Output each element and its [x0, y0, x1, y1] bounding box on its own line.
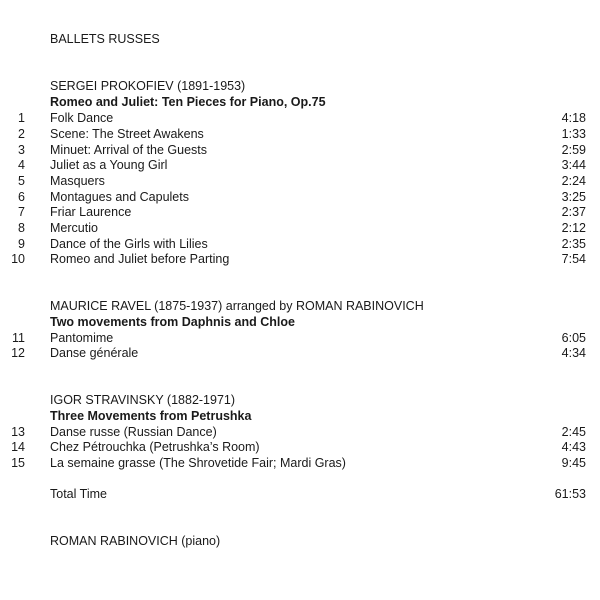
- track-title: Minuet: Arrival of the Guests: [50, 143, 208, 157]
- track-duration: 3:25: [561, 190, 586, 204]
- track-number: 4: [18, 158, 25, 172]
- track-title: Folk Dance: [50, 111, 114, 125]
- track-number: 14: [11, 440, 25, 454]
- track-duration: 1:33: [561, 127, 586, 141]
- work-heading: [0, 408, 600, 424]
- track-duration: 4:34: [561, 346, 586, 360]
- total-time-row: [0, 486, 600, 502]
- track-row: [0, 455, 600, 471]
- track-number: 6: [18, 190, 25, 204]
- composer-heading: [0, 392, 600, 408]
- work-heading: [0, 314, 600, 330]
- track-row: [0, 204, 600, 220]
- total-time-value: 61:53: [554, 487, 586, 501]
- track-row: [0, 236, 600, 252]
- track-row: [0, 439, 600, 455]
- composer-heading: [0, 298, 600, 314]
- track-number: 7: [18, 205, 25, 219]
- composer-name: SERGEI PROKOFIEV (1891-1953): [50, 79, 246, 93]
- track-duration: 4:18: [561, 111, 586, 125]
- track-title: Friar Laurence: [50, 205, 132, 219]
- track-duration: 7:54: [561, 252, 586, 266]
- composer-name: IGOR STRAVINSKY (1882-1971): [50, 393, 236, 407]
- track-row: [0, 157, 600, 173]
- track-title: Romeo and Juliet before Parting: [50, 252, 230, 266]
- track-duration: 2:35: [561, 237, 586, 251]
- work-title: Romeo and Juliet: Ten Pieces for Piano, Op.75: [50, 95, 326, 109]
- track-title: Chez Pétrouchka (Petrushka’s Room): [50, 440, 260, 454]
- composer-heading: [0, 78, 600, 94]
- track-duration: 9:45: [561, 456, 586, 470]
- track-row: [0, 220, 600, 236]
- track-duration: 4:43: [561, 440, 586, 454]
- track-duration: 2:37: [561, 205, 586, 219]
- track-number: 1: [18, 111, 25, 125]
- track-number: 13: [11, 425, 25, 439]
- track-number: 3: [18, 143, 25, 157]
- work-title: Three Movements from Petrushka: [50, 409, 252, 423]
- track-title: Masquers: [50, 174, 105, 188]
- track-row: [0, 330, 600, 346]
- work-heading: [0, 94, 600, 110]
- track-duration: 2:12: [561, 221, 586, 235]
- track-title: Danse russe (Russian Dance): [50, 425, 217, 439]
- track-number: 11: [12, 331, 25, 345]
- track-duration: 6:05: [561, 331, 586, 345]
- track-row: [0, 251, 600, 267]
- track-title: La semaine grasse (The Shrovetide Fair; Mardi Gras): [50, 456, 346, 470]
- track-number: 10: [11, 252, 25, 266]
- track-title: Pantomime: [50, 331, 114, 345]
- track-number: 8: [18, 221, 25, 235]
- track-row: [0, 189, 600, 205]
- track-title: Juliet as a Young Girl: [50, 158, 168, 172]
- track-row: [0, 173, 600, 189]
- track-row: [0, 345, 600, 361]
- album-title-row: [0, 31, 600, 47]
- track-title: Danse générale: [50, 346, 139, 360]
- composer-name: MAURICE RAVEL (1875-1937) arranged by ROMAN RABINOVICH: [50, 299, 424, 313]
- track-row: [0, 110, 600, 126]
- track-title: Montagues and Capulets: [50, 190, 189, 204]
- track-duration: 3:44: [561, 158, 586, 172]
- track-duration: 2:59: [561, 143, 586, 157]
- track-duration: 2:45: [561, 425, 586, 439]
- track-row: [0, 142, 600, 158]
- total-time-label: Total Time: [50, 487, 107, 501]
- track-number: 5: [18, 174, 25, 188]
- track-number: 15: [11, 456, 25, 470]
- track-title: Scene: The Street Awakens: [50, 127, 204, 141]
- track-number: 12: [11, 346, 25, 360]
- performer-row: [0, 533, 600, 549]
- performer-credit: ROMAN RABINOVICH (piano): [50, 534, 221, 548]
- track-duration: 2:24: [561, 174, 586, 188]
- track-title: Dance of the Girls with Lilies: [50, 237, 208, 251]
- track-row: [0, 424, 600, 440]
- track-number: 2: [18, 127, 25, 141]
- track-row: [0, 126, 600, 142]
- album-title: BALLETS RUSSES: [50, 32, 160, 46]
- track-number: 9: [18, 237, 25, 251]
- track-title: Mercutio: [50, 221, 98, 235]
- work-title: Two movements from Daphnis and Chloe: [50, 315, 295, 329]
